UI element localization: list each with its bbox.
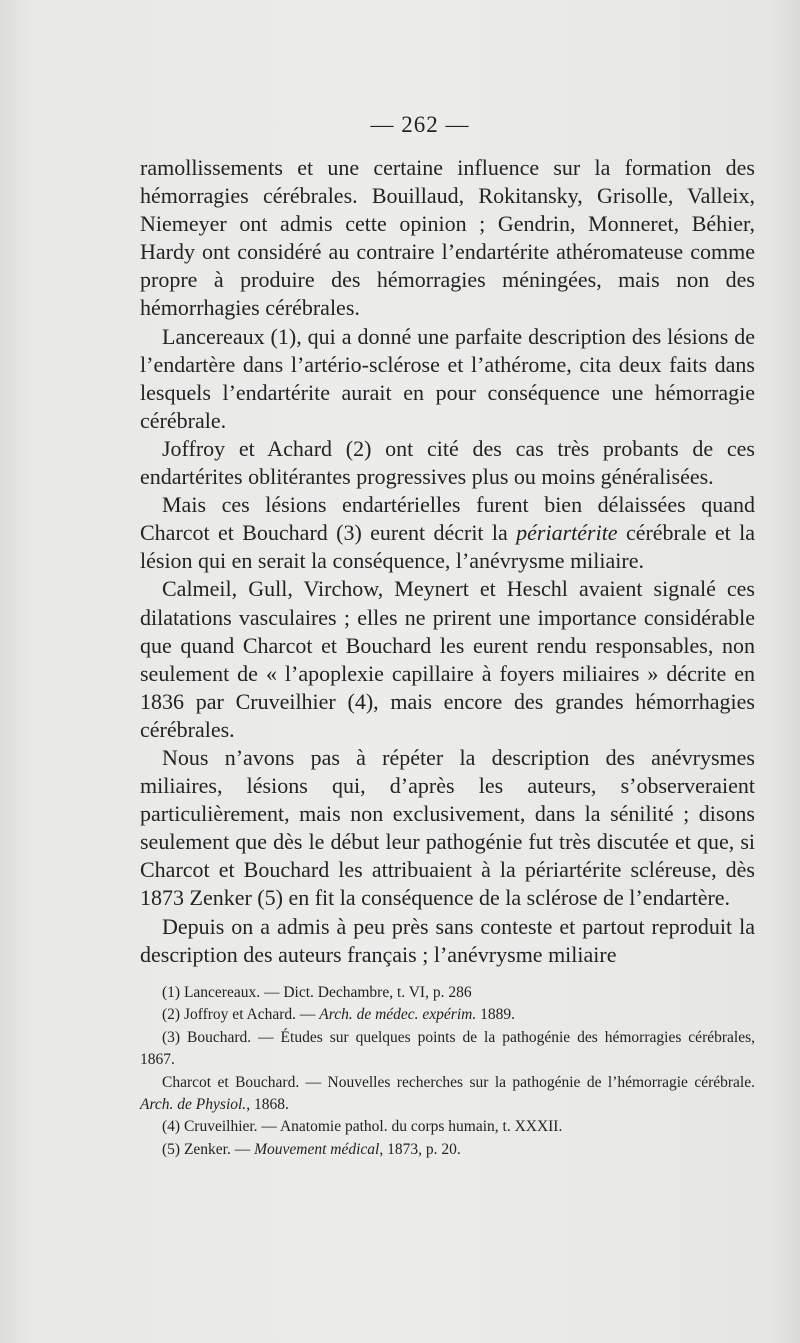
footnote-3-text: (3) Bouchard. — Études sur quelques points de la pathogénie des hémorragies cérébrales, 1867.	[140, 1028, 755, 1069]
footnote-2	[140, 1004, 755, 1026]
paragraph-5: Calmeil, Gull, Virchow, Meynert et Heschl avaient signalé ces dilatations vasculaires ; elles ne prirent une importance considérable que quand Charcot et Bouchard les eurent rendu responsables, non seulement de « l’apoplexie capillaire à foyers miliaires » décrite en 1836 par Cruveilhier (4), mais encore des grandes hémorrhagies cérébrales.	[140, 576, 755, 742]
paragraph-4-text-after: cérébrale et la lésion qui en serait la conséquence, l’anévrysme miliaire.	[140, 520, 755, 574]
footnote-4	[140, 1116, 755, 1138]
page-number: — 262 —	[370, 112, 470, 137]
footnote-3b	[140, 1072, 755, 1117]
paragraph-4	[140, 491, 755, 575]
paragraph-2: Lancereaux (1), qui a donné une parfaite description des lésions de l’endartère dans l’artério-sclérose et l’athérome, cita deux faits dans lesquels l’endartérite aurait en pour conséquence une hémorragie cérébrale.	[140, 323, 755, 433]
paragraph-1: ramollissements et une certaine influence sur la formation des hémorragies cérébrales. Bouillaud, Rokitansky, Grisolle, Valleix, Niemeyer ont admis cette opinion ; Gendrin, Monneret, Béhier, Hardy ont considéré au contraire l’endartérite athéromateuse comme propre à produire des hémorragies méningées, mais non des hémorrhagies cérébrales.	[140, 155, 755, 321]
footnote-2-text-before: (2) Joffroy et Achard. —	[162, 1006, 320, 1024]
paragraph-7: Depuis on a admis à peu près sans conteste et partout reproduit la description des auteurs français ; l’anévrysme miliaire	[140, 913, 755, 967]
footnote-3b-text-after: , 1868.	[246, 1096, 289, 1114]
footnote-1	[140, 982, 755, 1004]
body-text	[140, 154, 755, 969]
footnotes	[140, 982, 755, 1161]
paragraph-3: Joffroy et Achard (2) ont cité des cas très probants de ces endartérites oblitérantes progressives plus ou moins généralisées.	[140, 435, 755, 490]
paragraph-6: Nous n’avons pas à répéter la description des anévrysmes miliaires, lésions qui, d’après les auteurs, s’observeraient particulièrement, mais non exclusivement, dans la sénilité ; disons seulement que dès le début leur pathogénie fut très discutée et que, si Charcot et Bouchard les attribuaient à la périartérite scléreuse, dès 1873 Zenker (5) en fit la conséquence de la sclérose de l’endartère.	[140, 744, 755, 911]
footnote-5-text-before: (5) Zenker. —	[162, 1140, 255, 1158]
footnote-1-text: (1) Lancereaux. — Dict. Dechambre, t. VI, p. 286	[162, 984, 472, 1001]
footnote-2-text-after: 1889.	[476, 1006, 515, 1024]
footnote-3b-journal: Arch. de Physiol.	[140, 1096, 247, 1114]
paragraph-4-italic-term: périartérite	[516, 520, 618, 546]
footnote-3b-text-before: Charcot et Bouchard. — Nouvelles recherches sur la pathogénie de l’hémorragie cérébrale.	[162, 1073, 755, 1091]
footnote-5-journal: Mouvement médical	[254, 1140, 380, 1158]
footnote-4-text: (4) Cruveilhier. — Anatomie pathol. du corps humain, t. XXXII.	[162, 1118, 563, 1136]
footnote-2-journal: Arch. de médec. expérim.	[319, 1006, 477, 1024]
footnote-5-text-after: , 1873, p. 20.	[379, 1140, 461, 1158]
footnote-5	[140, 1139, 755, 1161]
paragraph-4-text-before: Mais ces lésions endartérielles furent bien délaissées quand Charcot et Bouchard (3) eurent décrit la	[140, 492, 755, 546]
footnote-3	[140, 1027, 755, 1072]
